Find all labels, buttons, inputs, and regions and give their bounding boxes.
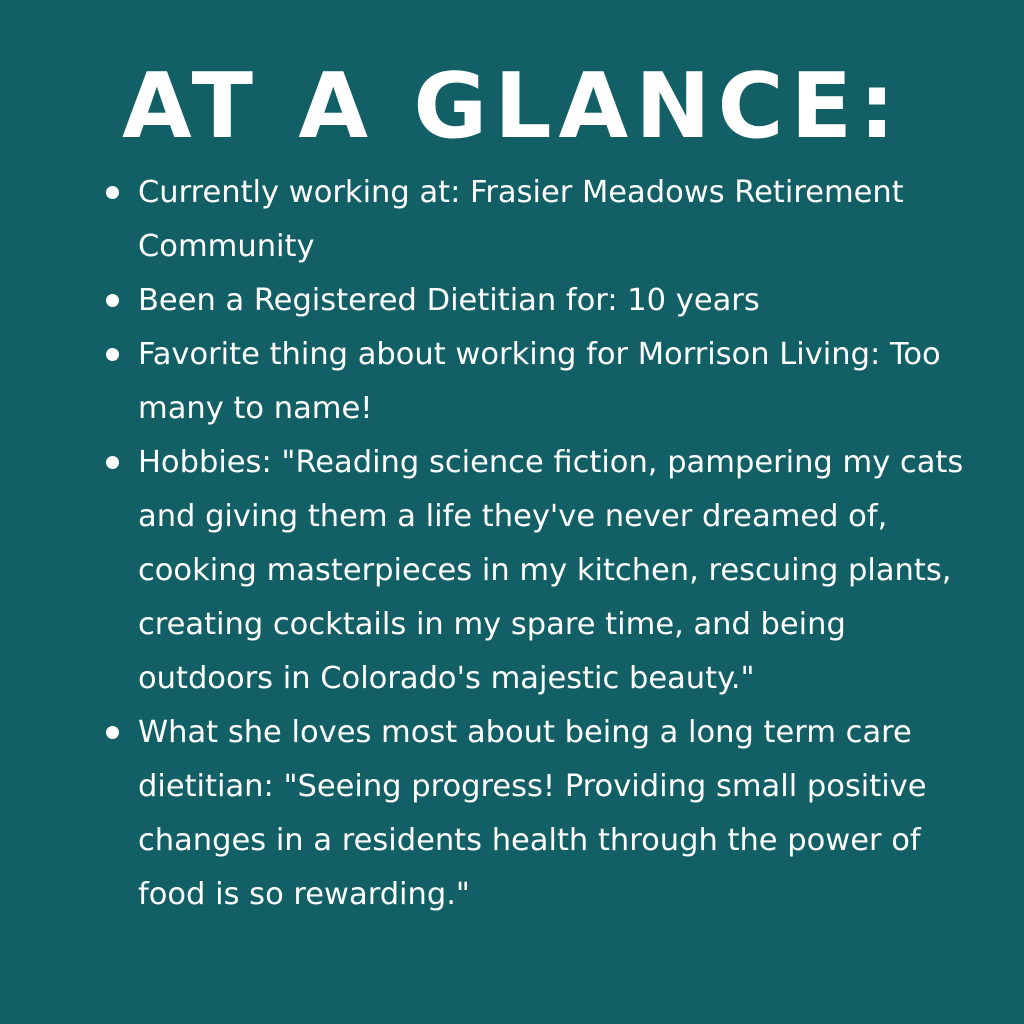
heading: AT A GLANCE: xyxy=(121,54,903,159)
fact-text: Been a Registered Dietitian for: 10 years xyxy=(138,283,760,318)
fact-favorite-thing xyxy=(106,328,986,436)
fact-text: What she loves most about being a long term care dietitian: "Seeing progress! Providing small positive changes in a residents health through the power of food is so rewarding." xyxy=(138,715,927,912)
facts-list xyxy=(106,166,986,922)
bullet-icon xyxy=(106,294,119,307)
bullet-icon xyxy=(106,186,119,199)
fact-text: Hobbies: "Reading science fiction, pampering my cats and giving them a life they've never dreamed of, cooking masterpieces in my kitchen, rescuing plants, creating cocktails in my spare time, and being outdoors in Colorado's majestic beauty." xyxy=(138,445,964,696)
bullet-icon xyxy=(106,456,119,469)
fact-text: Favorite thing about working for Morrison Living: Too many to name! xyxy=(138,337,941,426)
fact-years-dietitian xyxy=(106,274,986,328)
fact-hobbies xyxy=(106,436,986,706)
fact-loves-most xyxy=(106,706,986,922)
bullet-icon xyxy=(106,348,119,361)
fact-text: Currently working at: Frasier Meadows Retirement Community xyxy=(138,175,904,264)
bullet-icon xyxy=(106,726,119,739)
fact-current-workplace xyxy=(106,166,986,274)
